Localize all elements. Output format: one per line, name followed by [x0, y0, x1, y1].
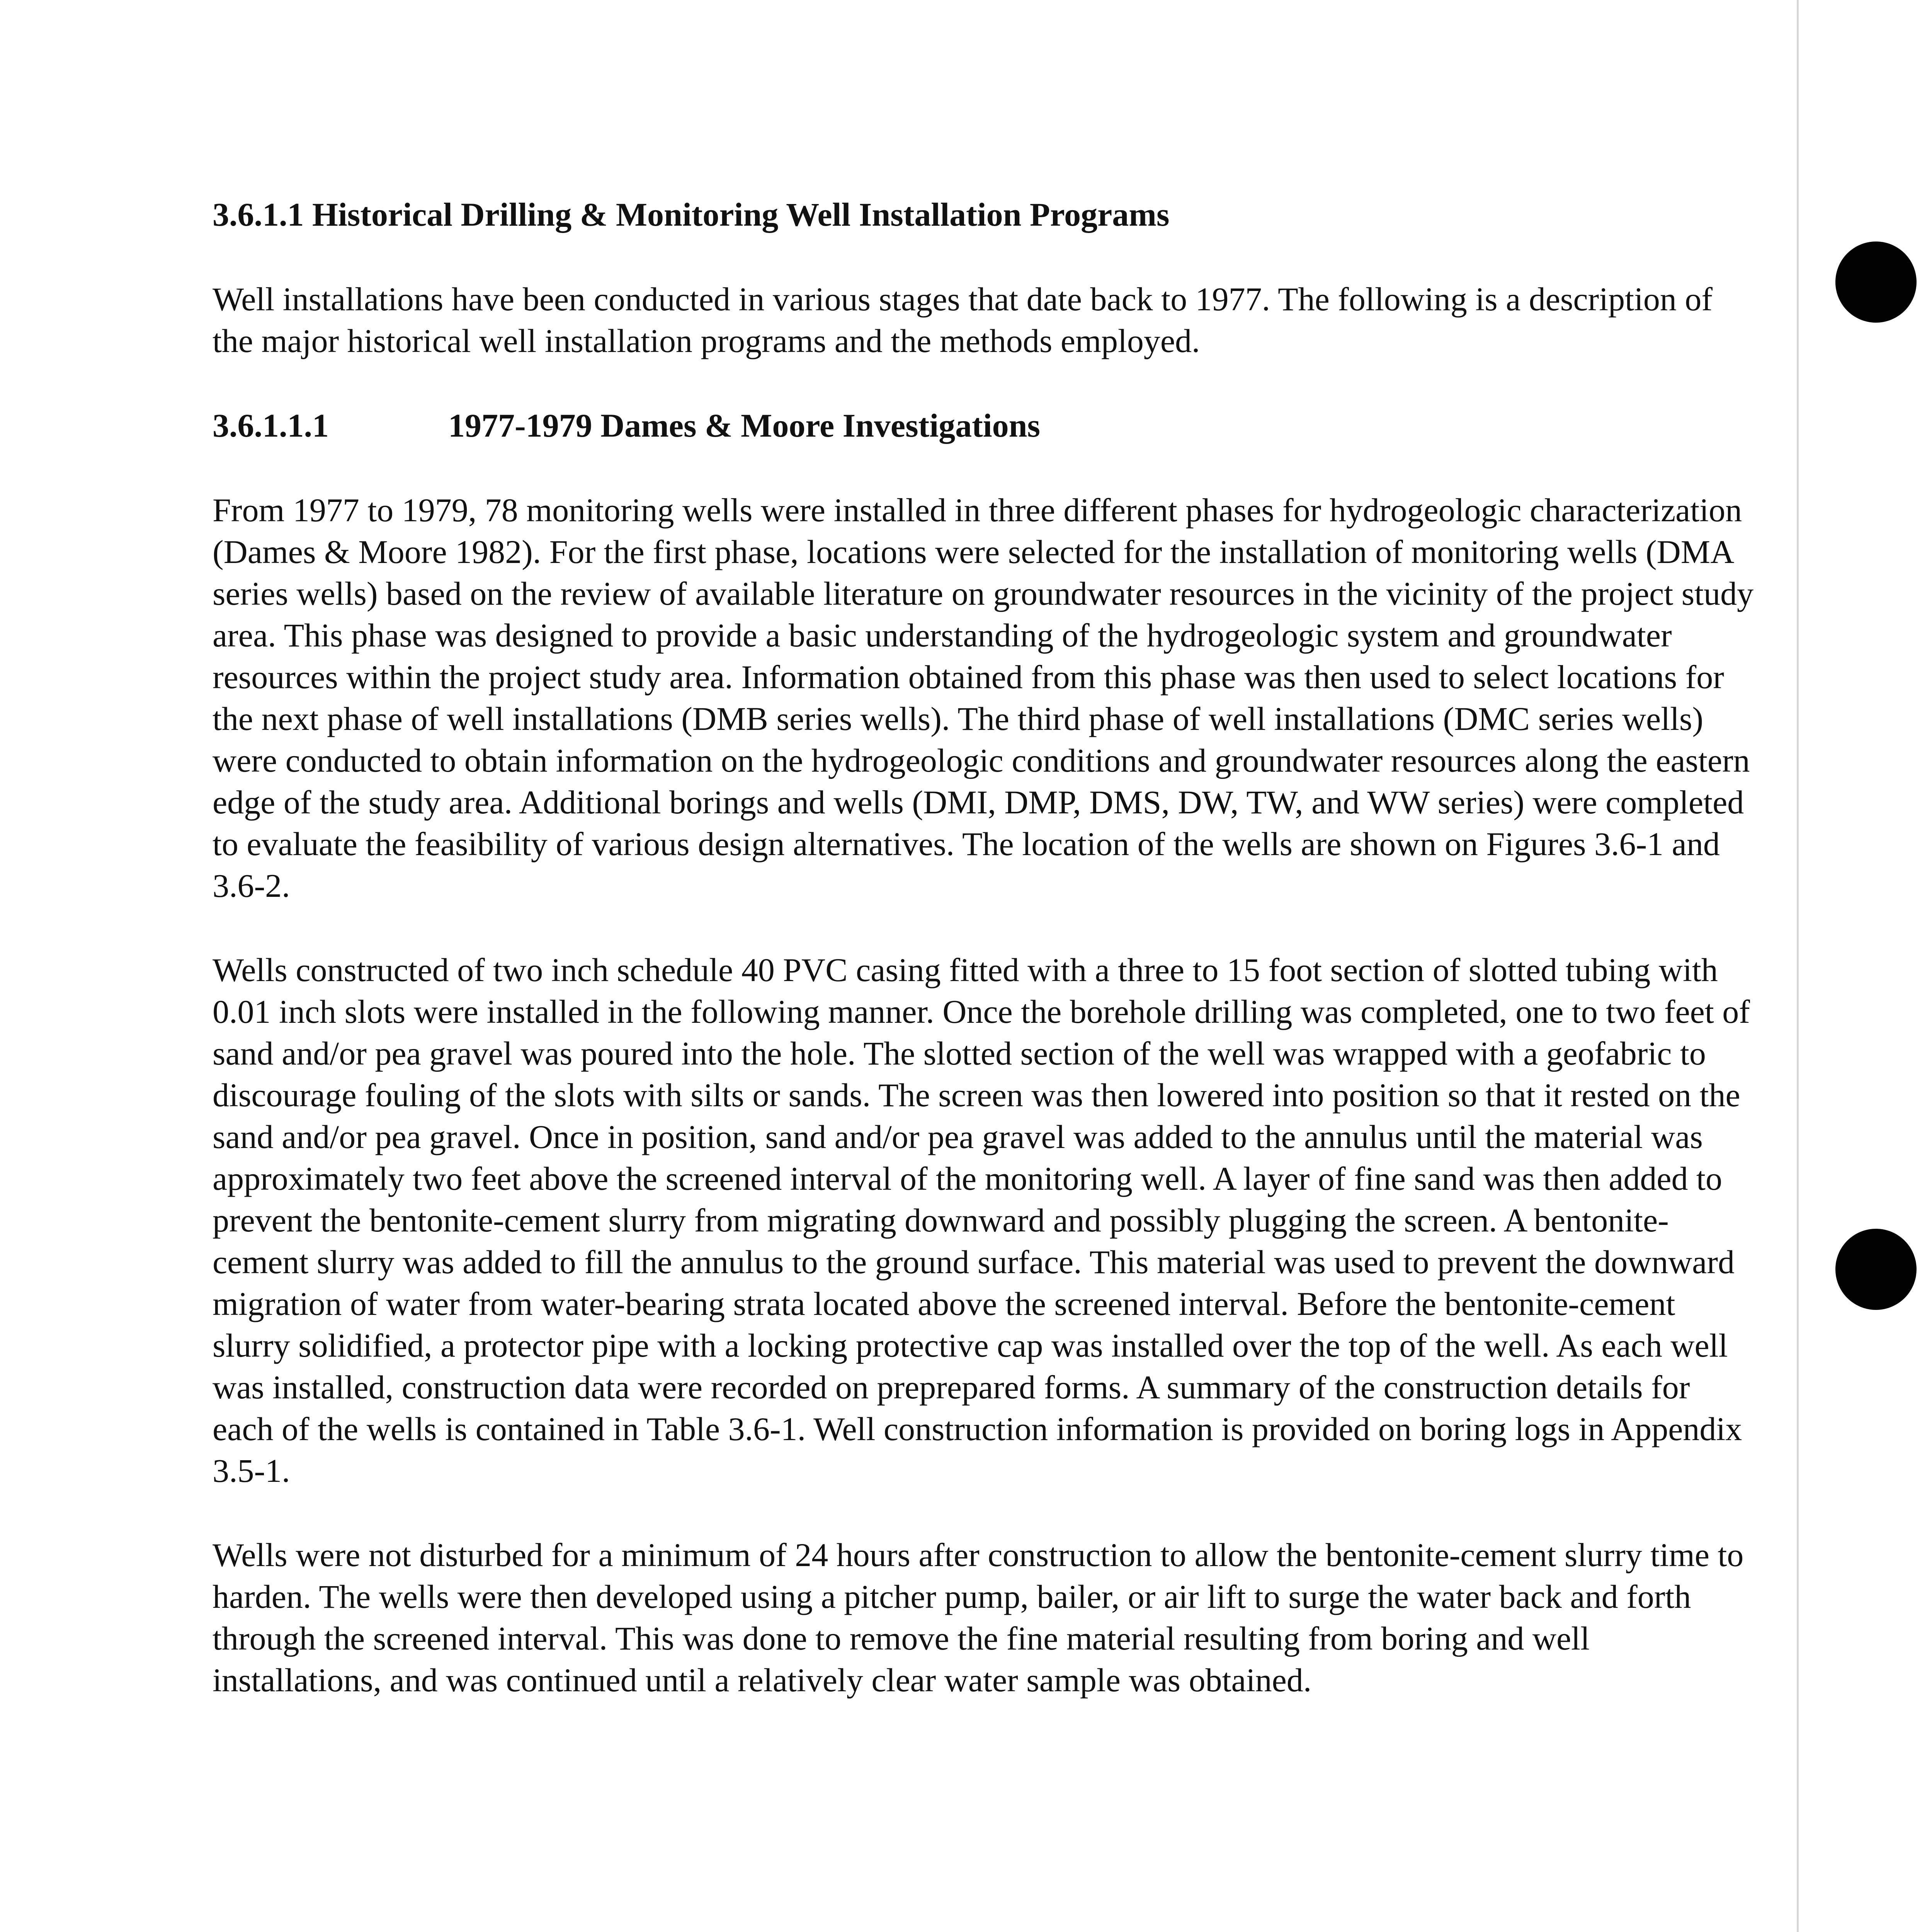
- paragraph-well-construction: Wells constructed of two inch schedule 40 PVC casing fitted with a three to 15 foot section of slotted tubing with 0.01 inch slots were installed in the following manner. Once the borehole drilling was completed, one to two feet of sand and/or pea gravel was poured into the hole. The slotted section of the well was wrapped with a geofabric to discourage fouling of the slots with silts or sands. The screen was then lowered into position so that it rested on the sand and/or pea gravel. Once in position, sand and/or pea gravel was added to the annulus until the material was approximately two feet above the screened interval of the monitoring well. A layer of fine sand was then added to prevent the bentonite-cement slurry from migrating downward and possibly plugging the screen. A bentonite-cement slurry was added to fill the annulus to the ground surface. This material was used to prevent the downward migration of water from water-bearing strata located above the screened interval. Before the bentonite-cement slurry solidified, a protector pipe with a locking protective cap was installed over the top of the well. As each well was installed, construction data were recorded on preprepared forms. A summary of the construction details for each of the wells is contained in Table 3.6-1. Well construction information is provided on boring logs in Appendix 3.5-1.: [213, 951, 1750, 1489]
- subsection-title: 1977-1979 Dames & Moore Investigations: [448, 407, 1040, 444]
- paragraph-well-development: Wells were not disturbed for a minimum of 24 hours after construction to allow the bentonite-cement slurry time to harden. The wells were then developed using a pitcher pump, bailer, or air lift to surge the water back and forth through the screened interval. This was done to remove the fine material resulting from boring and well installations, and was continued until a relatively clear water sample was obtained.: [213, 1536, 1744, 1699]
- punch-hole-middle: [1835, 1229, 1917, 1310]
- subsection-number: 3.6.1.1.1: [213, 407, 329, 444]
- page-edge: [1797, 0, 1799, 1932]
- intro-paragraph: Well installations have been conducted in various stages that date back to 1977. The following is a description of the major historical well installation programs and the methods employed.: [213, 281, 1713, 359]
- section-heading: 3.6.1.1 Historical Drilling & Monitoring Well Installation Programs: [213, 196, 1170, 233]
- document-body: [213, 193, 1758, 1701]
- subsection-heading: [213, 404, 1758, 447]
- paragraph-dames-moore: From 1977 to 1979, 78 monitoring wells were installed in three different phases for hydrogeologic characterization (Dames & Moore 1982). For the first phase, locations were selected for the installation of monitoring wells (DMA series wells) based on the review of available literature on groundwater resources in the vicinity of the project study area. This phase was designed to provide a basic understanding of the hydrogeologic system and groundwater resources within the project study area. Information obtained from this phase was then used to select locations for the next phase of well installations (DMB series wells). The third phase of well installations (DMC series wells) were conducted to obtain information on the hydrogeologic conditions and groundwater resources along the eastern edge of the study area. Additional borings and wells (DMI, DMP, DMS, DW, TW, and WW series) were completed to evaluate the feasibility of various design alternatives. The location of the wells are shown on Figures 3.6-1 and 3.6-2.: [213, 492, 1754, 904]
- punch-hole-top: [1835, 242, 1917, 323]
